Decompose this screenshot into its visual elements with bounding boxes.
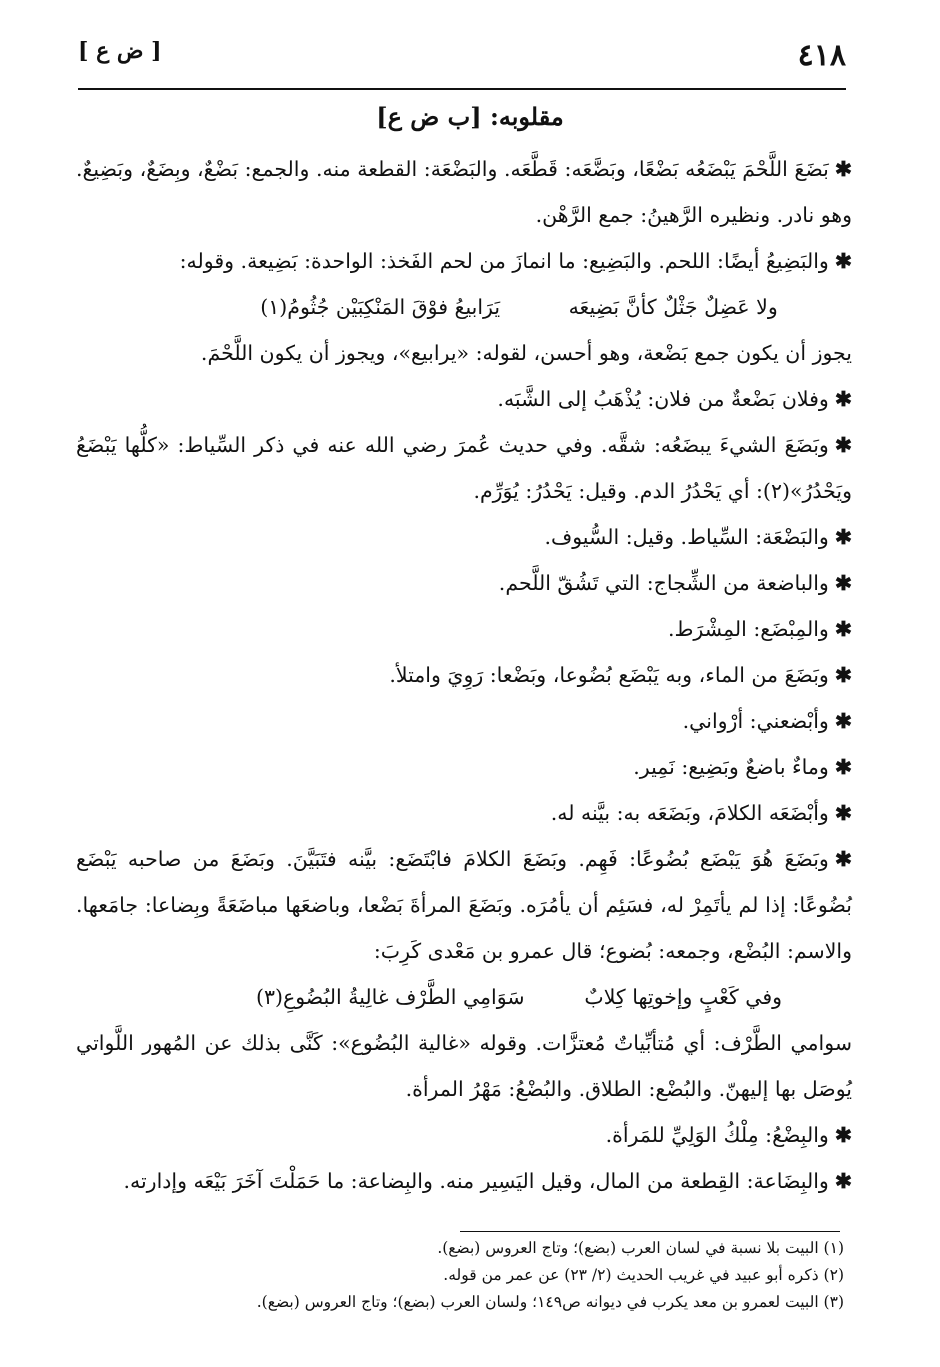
entry-paragraph: يجوز أن يكون جمع بَضْعة، وهو أحسن، لقوله: «يرابيع»، ويجوز أن يكون اللَّحْمَ. — [200, 341, 852, 365]
bullet-icon: ✱ — [834, 1123, 852, 1147]
verse-line — [76, 974, 852, 1020]
verse-hemistich: ولا عَضِلٌ جَثْلٌ كأنَّ بَضِيعَه — [568, 295, 778, 319]
entry-paragraph: ✱والمِبْضَع: المِشْرَط. — [667, 617, 852, 641]
bullet-icon: ✱ — [834, 249, 852, 273]
bullet-icon: ✱ — [834, 755, 852, 779]
footnote: (٣) البيت لعمرو بن معد يكرب في ديوانه ص١٤٩؛ ولسان العرب (بضع)؛ وتاج العروس (بضع). — [256, 1293, 844, 1311]
entry-paragraph: ✱والبَضْعَة: السِّياط. وقيل: السُّيوف. — [544, 525, 852, 549]
bullet-icon: ✱ — [834, 709, 852, 733]
entry-paragraph: ✱وأبْضَعَه الكلامَ، وبَضَعَه به: بيَّنه له. — [550, 801, 852, 825]
bullet-icon: ✱ — [834, 1169, 852, 1193]
verse-hemistich: وفي كَعْبٍ وإخوتِها كِلابٌ — [584, 985, 783, 1009]
entry-paragraph: ✱وأبْضعني: أرْواني. — [682, 709, 852, 733]
bullet-icon: ✱ — [834, 387, 852, 411]
bullet-icon: ✱ — [834, 847, 852, 871]
page-header — [78, 38, 846, 88]
entry-paragraph: ✱وفلان بَضْعةٌ من فلان: يُذْهَبُ إلى الشَّبَه. — [497, 387, 852, 411]
entry-paragraph: ✱والبِضَاعة: القِطعة من المال، وقيل اليَسِير منه. والبِضاعة: ما حَمَلْتَ آخَرَ بَيْعَه وإدارته. — [123, 1169, 852, 1193]
footnote-separator — [460, 1231, 840, 1232]
entry-paragraph: سوامي الطَّرْف: أي مُتأبِّياتٌ مُعتزَّات. وقوله «غالية البُضُوع»: كَنَّى بذلك عن المُهور اللَّواتي يُوصَل بها إليهنّ. والبُضْع: الطلاق. والبُضْعُ: مَهْرُ المرأة. — [76, 1031, 852, 1101]
bullet-icon: ✱ — [834, 617, 852, 641]
entry-paragraph: ✱وبَضَعَ من الماء، وبه يَبْضَع بُضُوعا، وبَضْعا: رَوِيَ وامتلأ. — [389, 663, 852, 687]
entry-paragraph: ✱وماءٌ باضعٌ وبَضِيع: نَمِير. — [633, 755, 852, 779]
footnotes — [104, 1235, 844, 1316]
bullet-icon: ✱ — [834, 157, 852, 181]
footnote: (١) البيت بلا نسبة في لسان العرب (بضع)؛ وتاج العروس (بضع). — [437, 1239, 844, 1257]
entry-paragraph: ✱والبِضْعُ: مِلْكُ الوَلِيِّ للمَرأة. — [605, 1123, 852, 1147]
bullet-icon: ✱ — [834, 663, 852, 687]
verse-hemistich: يَرَابيعُ فوْقَ المَنْكِبَيْن جُثُومُ(١) — [260, 295, 501, 319]
entry-paragraph: ✱والباضعة من الشِّجاج: التي تَشُقّ اللَّحم. — [498, 571, 852, 595]
bullet-icon: ✱ — [834, 433, 852, 457]
header-rule — [78, 88, 846, 90]
verse-hemistich: سَوَامِي الطَّرْف غالِيةُ البُضُوعِ(٣) — [255, 985, 525, 1009]
footnote: (٢) ذكره أبو عبيد في غريب الحديث (٢/ ٢٣) عن عمر من قوله. — [443, 1266, 844, 1284]
verse-line — [76, 284, 852, 330]
entry-paragraph: ✱وبَضَعَ الشيءَ يبضَعُه: شقَّه. وفي حديث عُمرَ رضي الله عنه في ذكر السِّياط: «كلُّها يَبْضَعُ ويَحْدُرُ»(٢): أي يَحْدُرُ الدم. وقيل: يَحْدُرُ: يُوَرِّم. — [76, 433, 852, 503]
bullet-icon: ✱ — [834, 525, 852, 549]
section-title: مقلوبه: [ب ض ع] — [376, 102, 564, 131]
entry-paragraph: ✱والبَضِيعُ أيضًا: اللحم. والبَضِيع: ما انمازَ من لحم الفَخذ: الواحدة: بَضِيعة. وقوله: — [179, 249, 852, 273]
bullet-icon: ✱ — [834, 571, 852, 595]
page-number: ٤١٨ — [797, 38, 846, 73]
entry-paragraph: ✱وبَضَعَ هُوَ يَبْضَع بُضُوعًا: فَهِم. وبَضَعَ الكلامَ فابْتَضَع: بيَّنه فتَبَيَّنَ. وبَضَعَ من صاحبه يَبْضَع بُضُوعًا: إذا لم يأتَمِرْ له، فسَئِم أن يأمُرَه. وبَضَعَ المرأةَ بَضْعا، وباضعَها مباضَعَةً وبِضاعا: جامَعها. والاسم: البُضْع، وجمعه: بُضوع؛ قال عمرو بن مَعْدى كَرِبَ: — [76, 847, 852, 963]
bullet-icon: ✱ — [834, 801, 852, 825]
root-tag: [ ض ع ] — [78, 38, 162, 64]
entry-paragraph: ✱بَضَعَ اللَّحْمَ يَبْضَعُه بَضْعًا، وبَضَّعَه: قَطَّعَه. والبَضْعَة: القطعة منه. والجمع: بَضْعٌ، وبِضَعٌ، وبَضِيعٌ. وهو نادر. ونظيره الرَّهينُ: جمع الرَّهْن. — [76, 157, 852, 227]
entry-body — [76, 146, 852, 1204]
